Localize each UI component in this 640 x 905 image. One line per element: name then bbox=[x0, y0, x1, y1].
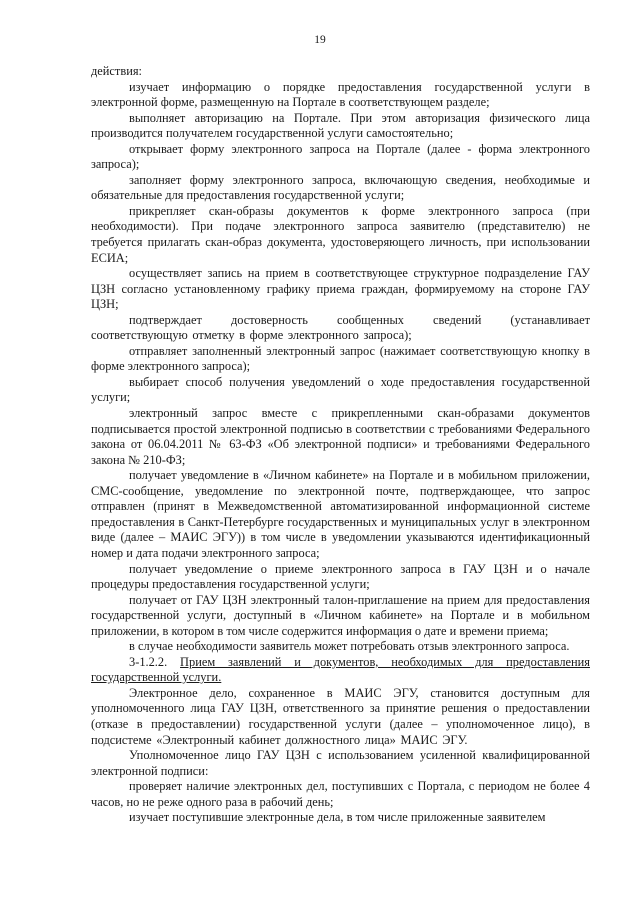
paragraph: отправляет заполненный электронный запрос (нажимает соответствующую кнопку в форме электронного запроса); bbox=[91, 343, 590, 374]
paragraph: открывает форму электронного запроса на Портале (далее - форма электронного запроса); bbox=[91, 141, 590, 172]
paragraph: изучает информацию о порядке предоставления государственной услуги в электронной форме, размещенную на Портале в соответствующем разделе; bbox=[91, 79, 590, 110]
paragraph: выполняет авторизацию на Портале. При этом авторизация физического лица производится получателем государственной услуги самостоятельно; bbox=[91, 110, 590, 141]
paragraph: получает уведомление о приеме электронного запроса в ГАУ ЦЗН и о начале процедуры предоставления государственной услуги; bbox=[91, 561, 590, 592]
section-title: Прием заявлений и документов, необходимых для предоставления государственной услуги. bbox=[91, 654, 590, 685]
section-number: 3-1.2.2. bbox=[129, 654, 168, 669]
paragraph: проверяет наличие электронных дел, поступивших с Портала, с периодом не более 4 часов, но не реже одного раза в рабочий день; bbox=[91, 779, 590, 809]
paragraph: прикрепляет скан-образы документов к форме электронного запроса (при необходимости). При подаче электронного запроса заявителю (представителю) не требуется прилагать скан-образ документа, удостоверяющего личность, при использовании ЕСИА; bbox=[91, 203, 590, 265]
paragraph: Уполномоченное лицо ГАУ ЦЗН с использованием усиленной квалифицированной электронной подписи: bbox=[91, 748, 590, 778]
page-number: 19 bbox=[314, 34, 326, 46]
paragraph: получает уведомление в «Личном кабинете» на Портале и в мобильном приложении, СМС-сообщение, уведомление по электронной почте, подтверждающее, что запрос отправлен (принят в Межведомственной автоматизированной информационной системе предоставления в Санкт-Петербурге государственных и муниципальных услуг в электронном виде (далее – МАИС ЭГУ)) в том числе в уведомлении указываются идентификационный номер и дата подачи электронного запроса; bbox=[91, 468, 590, 560]
paragraph: электронный запрос вместе с прикрепленными скан-образами документов подписывается простой электронной подписью в соответствии с требованиями Федерального закона от 06.04.2011 № 63-ФЗ «Об электронной подписи» и требованиями Федерального закона № 210-ФЗ; bbox=[91, 406, 590, 467]
section-heading bbox=[91, 655, 590, 686]
document-body bbox=[91, 64, 590, 826]
paragraph: изучает поступившие электронные дела, в том числе приложенные заявителем bbox=[129, 810, 546, 825]
paragraph: подтверждает достоверность сообщенных сведений (устанавливает соответствующую отметку в форме электронного запроса); bbox=[91, 312, 590, 343]
paragraph: действия: bbox=[91, 64, 142, 78]
paragraph: получает от ГАУ ЦЗН электронный талон-приглашение на прием для предоставления государственной услуги, доступный в «Личном кабинете» на Портале и в мобильном приложении, в котором в том числе содержится информация о дате и времени приема; bbox=[91, 592, 590, 638]
paragraph: выбирает способ получения уведомлений о ходе предоставления государственной услуги; bbox=[91, 374, 590, 405]
paragraph: осуществляет запись на прием в соответствующее структурное подразделение ГАУ ЦЗН согласно установленному графику приема граждан, формируемому на стороне ГАУ ЦЗН; bbox=[91, 266, 590, 312]
paragraph: в случае необходимости заявитель может потребовать отзыв электронного запроса. bbox=[129, 639, 570, 654]
paragraph: заполняет форму электронного запроса, включающую сведения, необходимые и обязательные для предоставления государственной услуги; bbox=[91, 172, 590, 203]
paragraph: Электронное дело, сохраненное в МАИС ЭГУ, становится доступным для уполномоченного лица ГАУ ЦЗН, ответственного за принятие решения о предоставлении (отказе в предоставлении) государственной услуги (далее – уполномоченное лицо), в подсистеме «Электронный кабинет должностного лица» МАИС ЭГУ. bbox=[91, 685, 590, 747]
